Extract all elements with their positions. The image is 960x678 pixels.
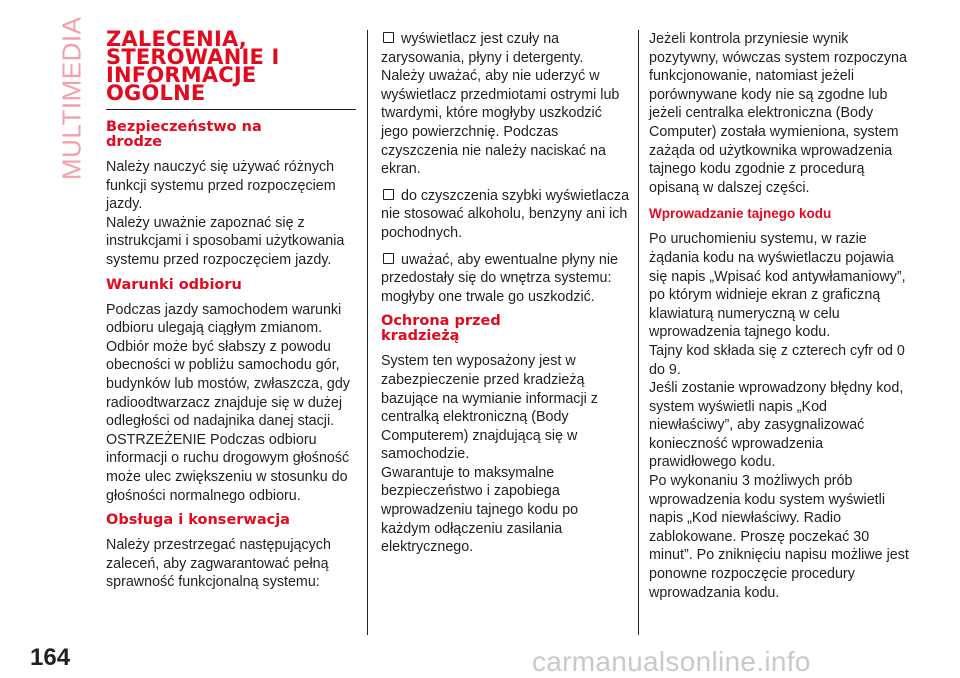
paragraph-line: Jeśli zostanie wprowadzony błędny kod, system wyświetli napis „Kod niewłaściwy”, aby zasygnalizować konieczność wprowadzenia prawidłowego kodu. bbox=[649, 380, 904, 471]
paragraph bbox=[106, 158, 356, 270]
column-middle bbox=[381, 30, 631, 557]
column-left bbox=[106, 27, 356, 600]
bullet-item bbox=[381, 30, 631, 179]
heading-road-safety: Bezpieczeństwo na drodze bbox=[106, 119, 262, 150]
column-divider bbox=[638, 30, 639, 635]
page-number: 164 bbox=[30, 644, 71, 671]
paragraph bbox=[106, 301, 356, 506]
paragraph-line: Gwarantuje to maksymalne bezpieczeństwo i zapobiega wprowadzeniu tajnego kodu po każdym odłączeniu zasilania elektrycznego. bbox=[381, 464, 579, 556]
paragraph bbox=[381, 352, 631, 557]
checkbox-bullet-icon bbox=[383, 253, 394, 264]
paragraph-line: Po uruchomieniu systemu, w razie żądania kodu na wyświetlaczu pojawia się napis „Wpisać kod antywłamaniowy”, po którym widnieje ekran z graficzną klawiaturą numeryczną w celu wprowadzenia tajnego kodu. bbox=[649, 231, 906, 341]
heading-care-maintenance: Obsługa i konserwacja bbox=[106, 512, 290, 529]
watermark: carmanualsonline.info bbox=[532, 646, 811, 677]
paragraph: Należy przestrzegać następujących zaleceń, aby zagwarantować pełną sprawność funkcjonalną systemu: bbox=[106, 537, 331, 591]
paragraph-line: Należy nauczyć się używać różnych funkcji systemu przed rozpoczęciem jazdy. bbox=[106, 159, 336, 213]
paragraph-line: Po wykonaniu 3 możliwych prób wprowadzenia kodu system wyświetli napis „Kod niewłaściwy. Radio zablokowane. Proszę poczekać 30 minut”. Po zniknięciu napisu możliwe jest ponowne rozpoczęcie procedury wprowadzania kodu. bbox=[649, 473, 909, 601]
bullet-text: uważać, aby ewentualne płyny nie przedostały się do wnętrza systemu: mogłyby one trwale go uszkodzić. bbox=[381, 251, 618, 305]
paragraph-line: OSTRZEŻENIE Podczas odbioru informacji o ruchu drogowym głośność może ulec zwiększeniu w stosunku do głośności normalnego odbioru. bbox=[106, 431, 350, 504]
heading-code-entry: Wprowadzanie tajnego kodu bbox=[649, 206, 832, 222]
bullet-item bbox=[381, 187, 631, 243]
column-right bbox=[649, 30, 911, 602]
checkbox-bullet-icon bbox=[383, 32, 394, 43]
paragraph-line: Tajny kod składa się z czterech cyfr od 0 do 9. bbox=[649, 342, 905, 378]
column-divider bbox=[367, 30, 368, 635]
paragraph-line: System ten wyposażony jest w zabezpieczenie przed kradzieżą bazujące na wymianie informacji z centralką elektroniczną (Body Computerem) znajdującą się w samochodzie. bbox=[381, 353, 598, 463]
paragraph: Jeżeli kontrola przyniesie wynik pozytywny, wówczas system rozpoczyna funkcjonowanie, natomiast jeżeli porównywane kody nie są zgodne lub jeżeli centralka elektroniczna (Body Computer) została wymieniona, system zażąda od użytkownika wprowadzenia tajnego kodu zgodnie z procedurą opisaną w dalszej części. bbox=[649, 31, 907, 196]
bullet-text: do czyszczenia szybki wyświetlacza nie stosować alkoholu, benzyny ani ich pochodnych. bbox=[381, 187, 630, 241]
chapter-title: ZALECENIA, STEROWANIE I INFORMACJE OGÓLNE bbox=[106, 30, 356, 110]
paragraph-line: Należy uważnie zapoznać się z instrukcjami i sposobami użytkowania systemu przed rozpoczęciem jazdy. bbox=[106, 214, 345, 268]
paragraph bbox=[649, 230, 911, 602]
bullet-item bbox=[381, 251, 631, 307]
paragraph-line: Podczas jazdy samochodem warunki odbioru ulegają ciągłym zmianom. Odbiór może być słabszy z powodu obecności w pobliżu samochodu gór, budynków lub mostów, zwłaszcza, gdy radioodtwarzacz znajduje się w dużej odległości od nadajnika danej stacji. bbox=[106, 301, 350, 430]
checkbox-bullet-icon bbox=[383, 189, 394, 200]
heading-reception-conditions: Warunki odbioru bbox=[106, 276, 242, 293]
chapter-side-label: MULTIMEDIA bbox=[56, 16, 87, 180]
heading-theft-protection: Ochrona przed kradzieżą bbox=[381, 313, 501, 345]
bullet-text: wyświetlacz jest czuły na zarysowania, płyny i detergenty. Należy uważać, aby nie uderzyć w wyświetlacz przedmiotami ostrymi lub twardymi, które mogłyby uszkodzić jego powierzchnię. Podczas czyszczenia nie należy naciskać na ekran. bbox=[381, 31, 620, 178]
